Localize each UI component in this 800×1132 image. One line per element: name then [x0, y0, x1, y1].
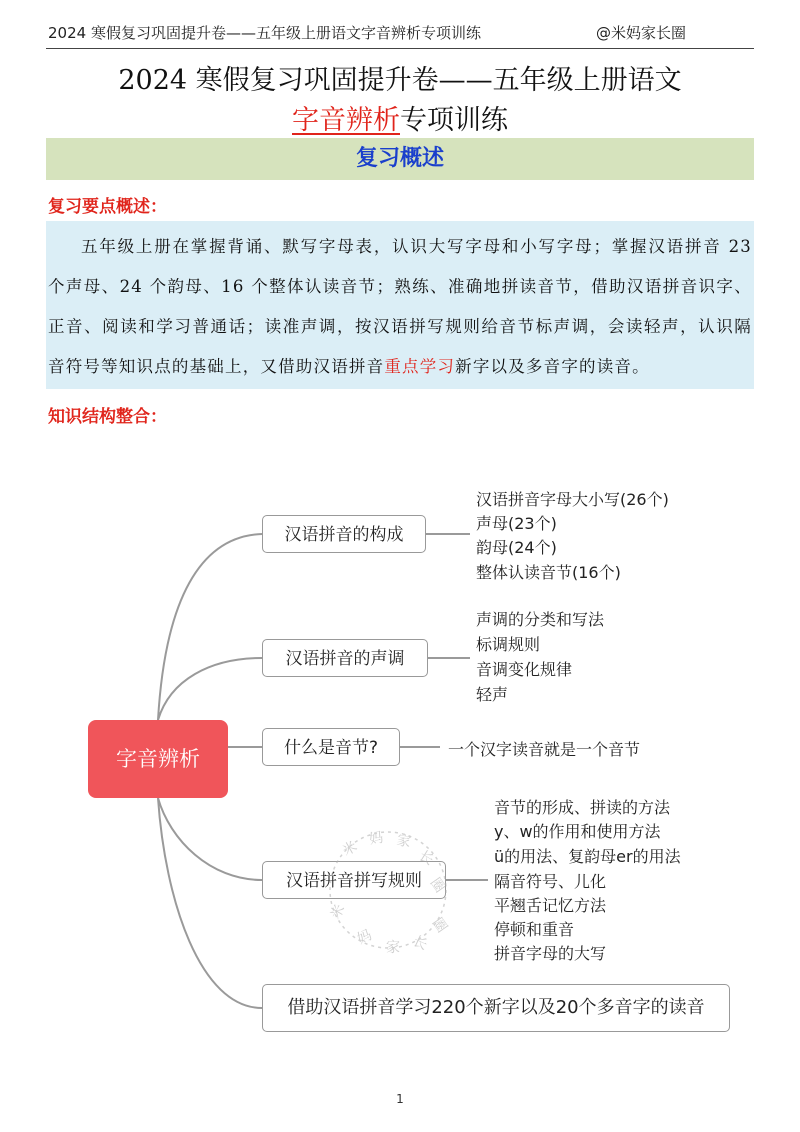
mindmap-center-node: 字音辨析 — [88, 720, 228, 798]
mindmap-branch-new-characters: 借助汉语拼音学习220个新字以及20个多音字的读音 — [262, 984, 730, 1032]
mindmap-branch-composition: 汉语拼音的构成 — [262, 515, 426, 553]
svg-text:长: 长 — [415, 847, 437, 869]
running-header-title: 2024 寒假复习巩固提升卷——五年级上册语文字音辨析专项训练 — [48, 24, 481, 42]
leaf-item: 平翘舌记忆方法 — [494, 896, 607, 915]
watermark-seal-icon — [318, 820, 458, 960]
svg-text:米: 米 — [327, 901, 349, 922]
svg-text:圈: 圈 — [426, 875, 448, 896]
svg-text:圈: 圈 — [428, 915, 450, 936]
svg-text:妈: 妈 — [354, 927, 375, 948]
leaf-item: 标调规则 — [476, 635, 541, 654]
leaf-item: 隔音符号、儿化 — [494, 872, 607, 891]
leaf-item: ü的用法、复韵母er的用法 — [494, 847, 681, 866]
leaf-item: y、w的作用和使用方法 — [494, 822, 661, 841]
mindmap-branch-spelling-rules: 汉语拼音拼写规则 — [262, 861, 446, 899]
leaf-item: 汉语拼音字母大小写(26个) — [476, 490, 669, 509]
paragraph-text-before: 五年级上册在掌握背诵、默写字母表，认识大写字母和小写字母；掌握汉语拼音 23 个声母、24 个韵母、16 个整体认读音节；熟练、准确地拼读音节，借助汉语拼音识字、正音、阅读和学习普通话；读准声调，按汉语拼写规则给音节标声调，会读轻声，认识隔音符号等知识点的基础上，又借助汉语拼音 — [48, 237, 752, 376]
leaf-item: 声母(23个) — [476, 514, 557, 533]
mindmap-branch-tones: 汉语拼音的声调 — [262, 639, 428, 677]
svg-text:妈: 妈 — [367, 829, 385, 848]
leaf-item: 音节的形成、拼读的方法 — [494, 798, 671, 817]
page-number: 1 — [396, 1092, 404, 1106]
connector-branch-4 — [158, 798, 262, 880]
svg-text:家: 家 — [386, 940, 400, 956]
section-heading-structure: 知识结构整合： — [48, 407, 167, 427]
leaf-item: 音调变化规律 — [476, 660, 573, 679]
running-header-author: @米妈家长圈 — [596, 24, 687, 42]
svg-text:米: 米 — [340, 838, 361, 860]
svg-text:长: 长 — [410, 933, 430, 954]
page-title-line1: 2024 寒假复习巩固提升卷——五年级上册语文 — [118, 65, 682, 96]
mindmap-branch-syllable: 什么是音节? — [262, 728, 400, 766]
section-band-overview: 复习概述 — [46, 138, 754, 180]
paragraph-text-after: 新字以及多音字的读音。 — [455, 357, 650, 376]
paragraph-highlight: 重点学习 — [384, 357, 456, 376]
svg-text:家: 家 — [395, 832, 413, 851]
leaf-item: 拼音字母的大写 — [494, 944, 607, 963]
leaf-item: 韵母(24个) — [476, 538, 557, 557]
title-highlight: 字音辨析 — [292, 105, 400, 136]
section-heading-key-points: 复习要点概述： — [48, 197, 167, 217]
leaf-item: 停顿和重音 — [494, 920, 575, 939]
leaf-item: 整体认读音节(16个) — [476, 563, 621, 582]
connector-branch-2 — [158, 658, 262, 720]
leaf-item: 声调的分类和写法 — [476, 610, 605, 629]
title-rest: 专项训练 — [400, 105, 508, 136]
leaf-item: 轻声 — [476, 685, 509, 704]
leaf-item: 一个汉字读音就是一个音节 — [448, 740, 641, 759]
